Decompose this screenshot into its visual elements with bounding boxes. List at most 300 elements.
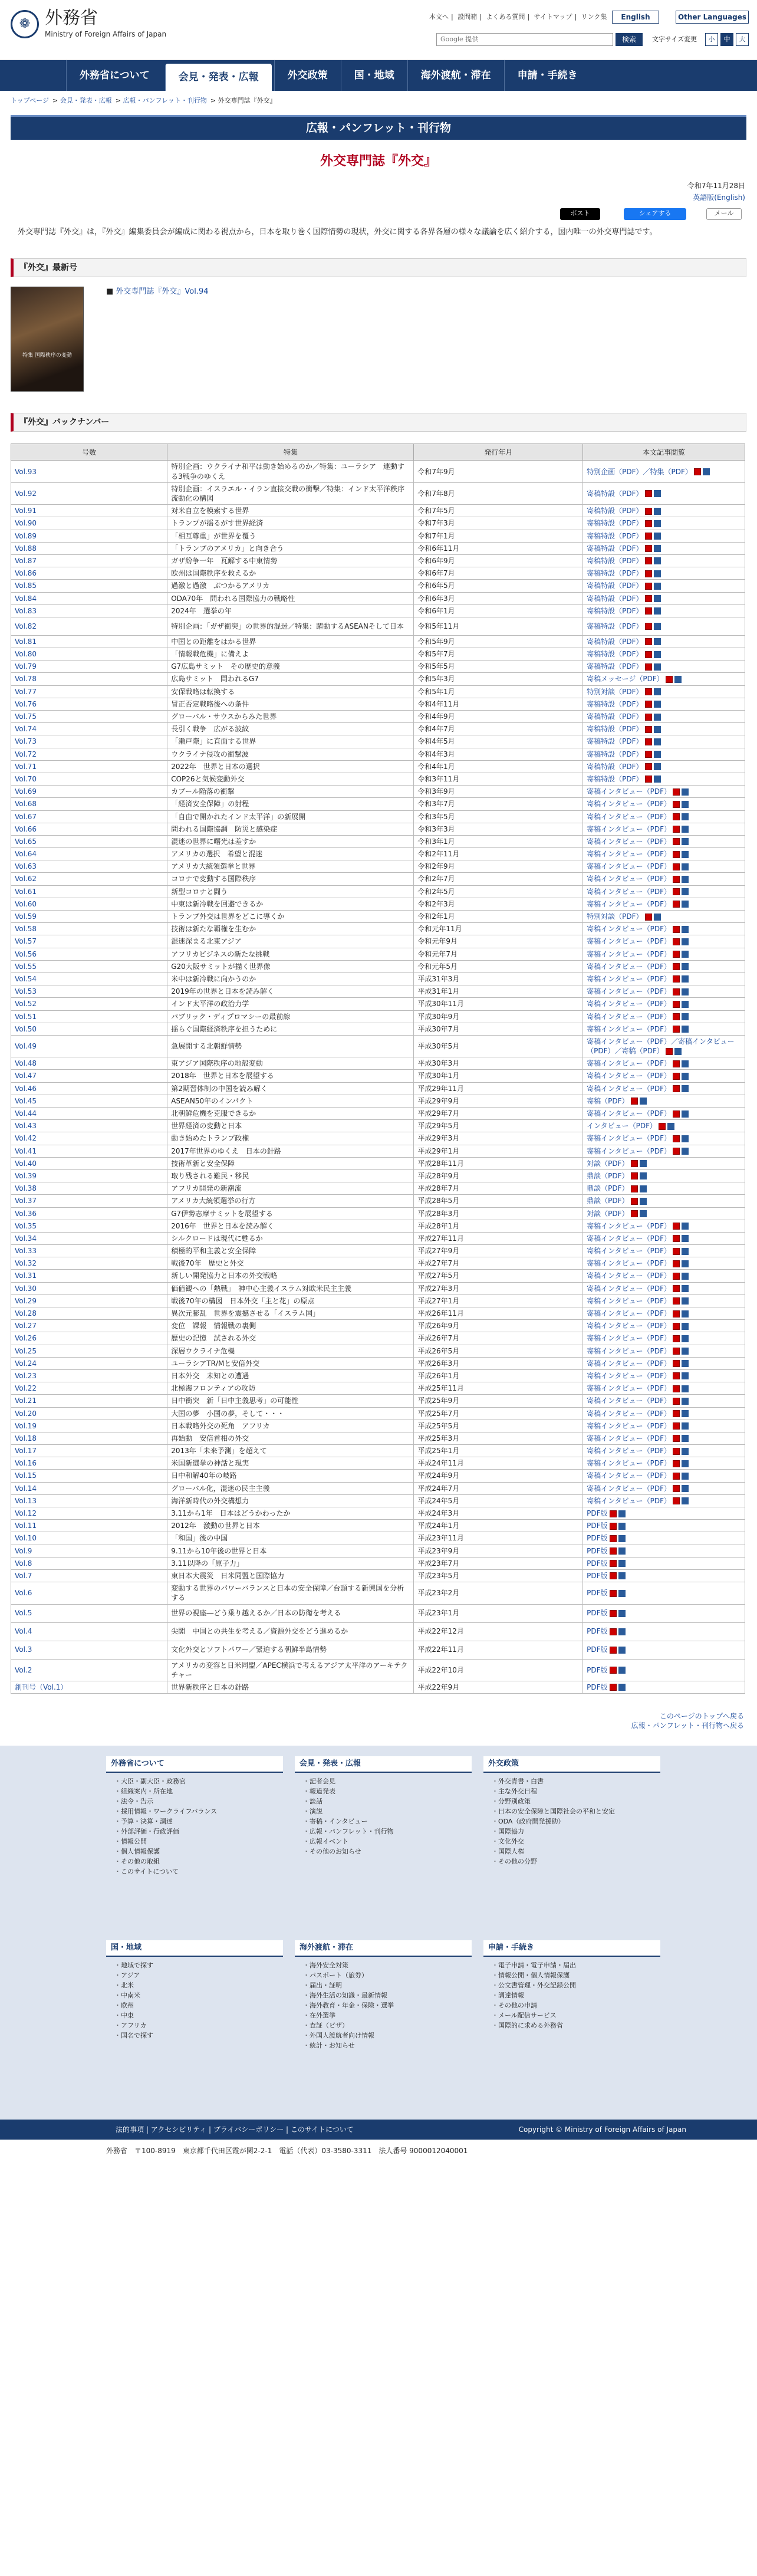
issue-link[interactable]: Vol.82 <box>15 622 37 630</box>
separator: | <box>574 13 577 21</box>
footer-link[interactable]: ・ 届出・証明 <box>303 1980 472 1990</box>
pdf-link[interactable]: 寄稿インタビュー（PDF） <box>587 1397 672 1405</box>
footer-link[interactable]: ・ アジア <box>114 1970 283 1980</box>
issue-link[interactable]: Vol.62 <box>15 875 37 883</box>
footer-link[interactable]: ・ 統計・お知らせ <box>303 2041 472 2051</box>
pdf-link[interactable]: 寄稿特設（PDF） <box>587 531 643 540</box>
footer-link[interactable]: ・ 記者会見 <box>303 1776 472 1786</box>
footer-link[interactable]: ・ 情報公開・個人情報保護 <box>492 1970 660 1980</box>
site-logo[interactable] <box>11 9 166 39</box>
issue-link[interactable]: Vol.30 <box>15 1284 37 1293</box>
issue-link[interactable]: Vol.58 <box>15 925 37 934</box>
footer-link[interactable]: ・ パスポート（旅券） <box>303 1970 472 1980</box>
footer-link[interactable]: ・ 中南米 <box>114 1990 283 2000</box>
pdf-link[interactable]: 寄稿インタビュー（PDF） <box>587 1309 672 1318</box>
pdf-link[interactable]: 特別企画（PDF）／特集（PDF） <box>587 467 692 476</box>
breadcrumb-link[interactable]: 広報・パンフレット・刊行物 <box>123 97 207 104</box>
pdf-link[interactable]: 寄稿（PDF） <box>587 1096 629 1105</box>
issue-link[interactable]: Vol.69 <box>15 787 37 796</box>
pdf-link[interactable]: 寄稿特設（PDF） <box>587 699 643 708</box>
footer-link[interactable]: ・ 北米 <box>114 1980 283 1990</box>
new-window-icon <box>682 1026 689 1033</box>
font-small-button[interactable]: 小 <box>705 33 718 46</box>
issue-link[interactable]: Vol.27 <box>15 1322 37 1330</box>
footer-link[interactable]: ・ 広報イベント <box>303 1836 472 1846</box>
issue-link[interactable]: Vol.47 <box>15 1072 37 1080</box>
font-large-button[interactable]: 大 <box>736 33 749 46</box>
pdf-link[interactable]: 特別対談（PDF） <box>587 912 643 921</box>
footer-link[interactable]: ・ 予算・決算・調達 <box>114 1816 283 1826</box>
issue-link[interactable]: Vol.2 <box>15 1665 32 1674</box>
pdf-link[interactable]: 寄稿インタビュー（PDF） <box>587 899 672 908</box>
pdf-link[interactable]: 寄稿インタビュー（PDF） <box>587 1259 672 1268</box>
footer-link[interactable]: ・ 中東 <box>114 2010 283 2020</box>
magazine-cover-image[interactable] <box>11 287 84 392</box>
pdf-link[interactable]: PDF版 <box>587 1609 608 1618</box>
issue-link[interactable]: Vol.28 <box>15 1309 37 1318</box>
pdf-link[interactable]: 寄稿インタビュー（PDF） <box>587 1496 672 1505</box>
footer-link[interactable]: ・ 組織案内・所在地 <box>114 1786 283 1796</box>
pdf-link[interactable]: 寄稿インタビュー（PDF） <box>587 1421 672 1430</box>
pdf-link[interactable]: 寄稿インタビュー（PDF） <box>587 1059 672 1068</box>
pdf-link[interactable]: 寄稿インタビュー（PDF） <box>587 962 672 971</box>
issue-link[interactable]: Vol.48 <box>15 1059 37 1068</box>
issue-link[interactable]: Vol.13 <box>15 1496 37 1505</box>
issue-link[interactable]: Vol.31 <box>15 1271 37 1280</box>
new-window-icon <box>682 888 689 895</box>
footer-link[interactable]: ・ 地域で探す <box>114 1960 283 1970</box>
footer-col-heading[interactable]: 国・地域 <box>106 1940 283 1957</box>
footer-link[interactable]: ・ 文化外交 <box>492 1836 660 1846</box>
pdf-link[interactable]: 寄稿インタビュー（PDF） <box>587 800 672 809</box>
issue-link[interactable]: Vol.41 <box>15 1146 37 1155</box>
issue-link[interactable]: Vol.24 <box>15 1359 37 1368</box>
english-button[interactable]: English <box>612 11 659 24</box>
pdf-link[interactable]: 寄稿インタビュー（PDF） <box>587 1134 672 1143</box>
backnumber-table <box>11 443 745 1694</box>
nav-policy[interactable]: 外交政策 <box>274 60 341 91</box>
pdf-link[interactable]: 寄稿インタビュー（PDF） <box>587 1234 672 1243</box>
issue-link[interactable]: Vol.88 <box>15 544 37 553</box>
pdf-link[interactable]: PDF版 <box>587 1627 608 1636</box>
issue-link[interactable]: Vol.3 <box>15 1645 32 1654</box>
issue-link[interactable]: Vol.57 <box>15 937 37 946</box>
pdf-link[interactable]: 対談（PDF） <box>587 1209 629 1218</box>
nav-press[interactable]: 会見・発表・広報 <box>165 64 272 91</box>
footer-col-heading[interactable]: 申請・手続き <box>483 1940 660 1957</box>
issue-link[interactable]: Vol.25 <box>15 1346 37 1355</box>
issue-link[interactable]: Vol.39 <box>15 1171 37 1180</box>
footer-col-heading[interactable]: 外交政策 <box>483 1756 660 1773</box>
about-site-link[interactable]: このサイトについて <box>290 2125 354 2134</box>
col-header: 本文記事閲覧 <box>583 444 745 461</box>
pdf-link[interactable]: 鼎談（PDF） <box>587 1197 629 1205</box>
pdf-link[interactable]: PDF版 <box>587 1571 608 1580</box>
issue-link[interactable]: Vol.56 <box>15 949 37 958</box>
x-post-button[interactable]: ポスト <box>560 208 600 220</box>
footer-link[interactable]: ・ 報道発表 <box>303 1786 472 1796</box>
pdf-link[interactable]: 寄稿特設（PDF） <box>587 544 643 553</box>
date-cell: 令和6年11月 <box>414 542 583 554</box>
footer-link[interactable]: ・ 外部評価・行政評価 <box>114 1826 283 1836</box>
pdf-link[interactable]: 寄稿特設（PDF） <box>587 581 643 590</box>
pdf-link[interactable]: 寄稿インタビュー（PDF） <box>587 1346 672 1355</box>
footer-link[interactable]: ・ 個人情報保護 <box>114 1846 283 1857</box>
issue-link[interactable]: Vol.64 <box>15 850 37 859</box>
issue-link[interactable]: Vol.38 <box>15 1184 37 1193</box>
issue-link[interactable]: Vol.7 <box>15 1571 32 1580</box>
footer-link[interactable]: ・ 分野別政策 <box>492 1796 660 1806</box>
pdf-link[interactable]: 寄稿インタビュー（PDF） <box>587 1296 672 1305</box>
pdf-link[interactable]: 寄稿特設（PDF） <box>587 737 643 746</box>
issue-link[interactable]: Vol.42 <box>15 1134 37 1143</box>
pdf-link[interactable]: 対談（PDF） <box>587 1159 629 1168</box>
privacy-link[interactable]: プライバシーポリシー <box>213 2125 284 2134</box>
pdf-link[interactable]: PDF版 <box>587 1645 608 1654</box>
footer-link[interactable]: ・ 演説 <box>303 1806 472 1816</box>
issue-link[interactable]: Vol.18 <box>15 1434 37 1443</box>
pdf-link[interactable]: 寄稿インタビュー（PDF） <box>587 812 672 821</box>
footer-link[interactable]: ・ 広報・パンフレット・刊行物 <box>303 1826 472 1836</box>
issue-link[interactable]: Vol.71 <box>15 762 37 771</box>
utility-link[interactable]: 設問箱 <box>458 13 478 21</box>
pdf-link[interactable]: 寄稿インタビュー（PDF） <box>587 949 672 958</box>
issue-link[interactable]: Vol.11 <box>15 1522 37 1530</box>
pdf-icon <box>645 557 652 564</box>
issue-link[interactable]: Vol.49 <box>15 1041 37 1050</box>
pdf-link[interactable]: 寄稿インタビュー（PDF） <box>587 1012 672 1021</box>
pdf-link[interactable]: 寄稿特設（PDF） <box>587 606 643 615</box>
issue-link[interactable]: Vol.33 <box>15 1247 37 1256</box>
pdf-link[interactable]: 寄稿インタビュー（PDF） <box>587 1221 672 1230</box>
date-cell: 令和6年1月 <box>414 604 583 617</box>
pdf-link[interactable]: 寄稿特設（PDF） <box>587 489 643 498</box>
utility-link[interactable]: リンク集 <box>581 13 607 21</box>
footer-link[interactable]: ・ 法令・告示 <box>114 1796 283 1806</box>
issue-link[interactable]: Vol.84 <box>15 594 37 603</box>
date-cell: 令和7年3月 <box>414 517 583 530</box>
pdf-link[interactable]: 寄稿特設（PDF） <box>587 774 643 783</box>
issue-link[interactable]: Vol.17 <box>15 1447 37 1455</box>
issue-link[interactable]: Vol.14 <box>15 1484 37 1493</box>
feature-cell: 戦後70年の構図 日本外交「主と花」の原点 <box>167 1294 414 1307</box>
pdf-icon <box>673 1323 680 1330</box>
issue-link[interactable]: 創刊号（Vol.1） <box>15 1683 68 1691</box>
pdf-link[interactable]: 寄稿インタビュー（PDF） <box>587 1271 672 1280</box>
pdf-link[interactable]: PDF版 <box>587 1559 608 1568</box>
footer-link[interactable]: ・ その他のお知らせ <box>303 1846 472 1857</box>
pdf-link[interactable]: 寄稿インタビュー（PDF） <box>587 1146 672 1155</box>
breadcrumb-link[interactable]: 会見・発表・広報 <box>60 97 112 104</box>
issue-link[interactable]: Vol.37 <box>15 1197 37 1205</box>
emblem-icon: ❁ <box>11 10 39 38</box>
utility-link[interactable]: 本文へ <box>429 13 449 21</box>
issue-link[interactable]: Vol.51 <box>15 1012 37 1021</box>
issue-link[interactable]: Vol.6 <box>15 1589 32 1598</box>
footer-link[interactable]: ・ その他の取組 <box>114 1857 283 1867</box>
footer-link[interactable]: ・ 寄稿・インタビュー <box>303 1816 472 1826</box>
footer-link[interactable]: ・ 日本の安全保障と国際社会の平和と安定 <box>492 1806 660 1816</box>
pdf-link[interactable]: インタビュー（PDF） <box>587 1122 657 1131</box>
issue-link[interactable]: Vol.83 <box>15 606 37 615</box>
pdf-link[interactable]: PDF版 <box>587 1589 608 1598</box>
pdf-link[interactable]: 寄稿インタビュー（PDF） <box>587 1384 672 1393</box>
issue-link[interactable]: Vol.29 <box>15 1296 37 1305</box>
footer-link[interactable]: ・ 国際人権 <box>492 1846 660 1857</box>
footer-link[interactable]: ・ アフリカ <box>114 2020 283 2030</box>
issue-link[interactable]: Vol.70 <box>15 774 37 783</box>
pdf-link[interactable]: 寄稿インタビュー（PDF） <box>587 1247 672 1256</box>
issue-link[interactable]: Vol.36 <box>15 1209 37 1218</box>
footer-link[interactable]: ・ 情報公開 <box>114 1836 283 1846</box>
footer-link[interactable]: ・ 主な外交日程 <box>492 1786 660 1796</box>
pdf-link[interactable]: 寄稿特設（PDF） <box>587 712 643 721</box>
pdf-link[interactable]: 寄稿インタビュー（PDF） <box>587 1072 672 1080</box>
footer-col-heading[interactable]: 会見・発表・広報 <box>295 1756 472 1773</box>
footer-link[interactable]: ・ 公文書管理・外交記録公開 <box>492 1980 660 1990</box>
legal-link[interactable]: 法的事項 <box>116 2125 144 2134</box>
accessibility-link[interactable]: アクセシビリティ <box>150 2125 207 2134</box>
pdf-link[interactable]: 寄稿特設（PDF） <box>587 507 643 515</box>
pdf-link[interactable]: 寄稿インタビュー（PDF） <box>587 1284 672 1293</box>
issue-link[interactable]: Vol.10 <box>15 1534 37 1543</box>
issue-link[interactable]: Vol.73 <box>15 737 37 746</box>
issue-link[interactable]: Vol.44 <box>15 1109 37 1118</box>
issue-link[interactable]: Vol.12 <box>15 1509 37 1518</box>
issue-link[interactable]: Vol.46 <box>15 1084 37 1093</box>
issue-link[interactable]: Vol.81 <box>15 637 37 646</box>
pdf-link[interactable]: 寄稿インタビュー（PDF） <box>587 887 672 896</box>
pdf-link[interactable]: 寄稿インタビュー（PDF） <box>587 787 672 796</box>
pdf-icon <box>645 663 652 671</box>
issue-link[interactable]: Vol.20 <box>15 1409 37 1418</box>
pdf-link[interactable]: 寄稿インタビュー（PDF） <box>587 1000 672 1008</box>
utility-link[interactable]: サイトマップ <box>534 13 572 21</box>
issue-link[interactable]: Vol.65 <box>15 837 37 846</box>
pdf-link[interactable]: 寄稿インタビュー（PDF） <box>587 862 672 871</box>
date-cell: 令和3年3月 <box>414 823 583 835</box>
facebook-share-button[interactable]: シェアする <box>624 208 686 220</box>
footer-link[interactable]: ・ その他の申請 <box>492 2000 660 2010</box>
issue-link[interactable]: Vol.90 <box>15 519 37 528</box>
issue-link[interactable]: Vol.87 <box>15 556 37 565</box>
issue-link[interactable]: Vol.32 <box>15 1259 37 1268</box>
issue-link[interactable]: Vol.26 <box>15 1334 37 1343</box>
pdf-link[interactable]: 寄稿特設（PDF） <box>587 519 643 528</box>
issue-link[interactable]: Vol.77 <box>15 687 37 696</box>
pdf-link[interactable]: 特別対談（PDF） <box>587 687 643 696</box>
footer-link[interactable]: ・ 大臣・副大臣・政務官 <box>114 1776 283 1786</box>
pdf-icon <box>645 583 652 590</box>
issue-link[interactable]: Vol.67 <box>15 812 37 821</box>
new-window-icon <box>703 468 710 475</box>
pdf-link[interactable]: 寄稿インタビュー（PDF） <box>587 875 672 883</box>
issue-link[interactable]: Vol.79 <box>15 662 37 671</box>
footer-link[interactable]: ・ 海外安全対策 <box>303 1960 472 1970</box>
pdf-link[interactable]: 鼎談（PDF） <box>587 1184 629 1193</box>
issue-link[interactable]: Vol.35 <box>15 1221 37 1230</box>
date-cell: 令和元年7月 <box>414 948 583 960</box>
footer-link[interactable]: ・ 国名で探す <box>114 2030 283 2041</box>
footer-link[interactable]: ・ 談話 <box>303 1796 472 1806</box>
pdf-link[interactable]: 寄稿インタビュー（PDF） <box>587 824 672 833</box>
pdf-link[interactable]: 寄稿インタビュー（PDF） <box>587 1434 672 1443</box>
footer-link[interactable]: ・ このサイトについて <box>114 1867 283 1877</box>
pdf-link[interactable]: PDF版 <box>587 1534 608 1543</box>
issue-link[interactable]: Vol.9 <box>15 1546 32 1555</box>
font-medium-button[interactable]: 中 <box>720 33 733 46</box>
issue-link[interactable]: Vol.43 <box>15 1122 37 1131</box>
nav-region[interactable]: 国・地域 <box>341 60 407 91</box>
footer-col-heading[interactable]: 海外渡航・滞在 <box>295 1940 472 1957</box>
footer-link[interactable]: ・ メール配信サービス <box>492 2010 660 2020</box>
pdf-link[interactable]: 寄稿インタビュー（PDF） <box>587 1024 672 1033</box>
issue-link[interactable]: Vol.76 <box>15 699 37 708</box>
footer-link[interactable]: ・ 海外生活の知識・最新情報 <box>303 1990 472 2000</box>
footer-link[interactable]: ・ 電子申請・電子申請・届出 <box>492 1960 660 1970</box>
issue-link[interactable]: Vol.74 <box>15 725 37 734</box>
footer-link[interactable]: ・ 外交青書・白書 <box>492 1776 660 1786</box>
table-row <box>11 1604 745 1622</box>
issue-link[interactable]: Vol.40 <box>15 1159 37 1168</box>
pdf-link[interactable]: 寄稿特設（PDF） <box>587 622 643 630</box>
pdf-link[interactable]: 寄稿インタビュー（PDF） <box>587 1484 672 1493</box>
nav-travel[interactable]: 海外渡航・滞在 <box>407 60 504 91</box>
mail-button[interactable]: メール <box>706 208 742 220</box>
pdf-link[interactable]: PDF版 <box>587 1546 608 1555</box>
issue-link[interactable]: Vol.89 <box>15 531 37 540</box>
pdf-link[interactable]: 寄稿特設（PDF） <box>587 569 643 578</box>
nav-application[interactable]: 申請・手続き <box>504 60 591 91</box>
issue-link[interactable]: Vol.23 <box>15 1371 37 1380</box>
issue-link[interactable]: Vol.60 <box>15 899 37 908</box>
footer-link[interactable]: ・ 調達情報 <box>492 1990 660 2000</box>
footer-link[interactable]: ・ 欧州 <box>114 2000 283 2010</box>
issue-link[interactable]: Vol.66 <box>15 824 37 833</box>
issue-link[interactable]: Vol.4 <box>15 1627 32 1636</box>
issue-link[interactable]: Vol.53 <box>15 987 37 996</box>
issue-link[interactable]: Vol.8 <box>15 1559 32 1568</box>
pdf-link[interactable]: 寄稿インタビュー（PDF）／寄稿インタビュー（PDF）／寄稿（PDF） <box>587 1037 735 1056</box>
search-input[interactable]: Google 提供 <box>436 33 613 46</box>
issue-link[interactable]: Vol.78 <box>15 675 37 684</box>
footer-col-heading[interactable]: 外務省について <box>106 1756 283 1773</box>
pdf-link[interactable]: 寄稿インタビュー（PDF） <box>587 1447 672 1455</box>
pdf-link[interactable]: 寄稿インタビュー（PDF） <box>587 987 672 996</box>
pdf-link[interactable]: 寄稿インタビュー（PDF） <box>587 1334 672 1343</box>
pdf-link[interactable]: 寄稿インタビュー（PDF） <box>587 1459 672 1468</box>
pdf-link[interactable]: PDF版 <box>587 1522 608 1530</box>
table-row <box>11 810 745 823</box>
issue-link[interactable]: Vol.16 <box>15 1459 37 1468</box>
footer-link[interactable]: ・ 在外選挙 <box>303 2010 472 2020</box>
pdf-link[interactable]: 寄稿特設（PDF） <box>587 556 643 565</box>
pdf-link[interactable]: 鼎談（PDF） <box>587 1171 629 1180</box>
pdf-link[interactable]: 寄稿特設（PDF） <box>587 725 643 734</box>
footer-link[interactable]: ・ 外国人渡航者向け情報 <box>303 2030 472 2041</box>
share-bar <box>0 202 757 224</box>
pdf-link[interactable]: 寄稿インタビュー（PDF） <box>587 837 672 846</box>
pdf-link[interactable]: 寄稿インタビュー（PDF） <box>587 925 672 934</box>
footer-link[interactable]: ・ 国際協力 <box>492 1826 660 1836</box>
footer-link[interactable]: ・ 査証（ビザ） <box>303 2020 472 2030</box>
pdf-link[interactable]: 寄稿インタビュー（PDF） <box>587 850 672 859</box>
issue-link[interactable]: Vol.15 <box>15 1471 37 1480</box>
issue-link[interactable]: Vol.61 <box>15 887 37 896</box>
pdf-link[interactable]: 寄稿特設（PDF） <box>587 662 643 671</box>
issue-link[interactable]: Vol.80 <box>15 650 37 659</box>
breadcrumb: トップページ > 会見・発表・広報 > 広報・パンフレット・刊行物 > 外交専門誌『外交』 <box>11 97 277 104</box>
search-button[interactable]: 検索 <box>616 33 643 46</box>
issue-link[interactable]: Vol.93 <box>15 467 37 476</box>
issue-link[interactable]: Vol.92 <box>15 489 37 498</box>
pdf-link[interactable]: 寄稿メッセージ（PDF） <box>587 675 664 684</box>
pdf-link[interactable]: PDF版 <box>587 1665 608 1674</box>
issue-link[interactable]: Vol.19 <box>15 1421 37 1430</box>
other-languages-button[interactable]: Other Languages <box>676 11 749 24</box>
nav-about[interactable]: 外務省について <box>66 60 163 91</box>
issue-link[interactable]: Vol.91 <box>15 507 37 515</box>
table-row <box>11 898 745 910</box>
latest-issue-link[interactable]: 外交専門誌『外交』Vol.94 <box>116 287 209 297</box>
pdf-link[interactable]: PDF版 <box>587 1509 608 1518</box>
pdf-link[interactable]: 寄稿特設（PDF） <box>587 637 643 646</box>
pdf-link[interactable]: 寄稿インタビュー（PDF） <box>587 1409 672 1418</box>
issue-link[interactable]: Vol.59 <box>15 912 37 921</box>
utility-link[interactable]: よくある質問 <box>486 13 525 21</box>
english-version-link[interactable]: 英語版(English) <box>693 193 745 202</box>
pdf-link[interactable]: 寄稿インタビュー（PDF） <box>587 1322 672 1330</box>
pdf-link[interactable]: 寄稿インタビュー（PDF） <box>587 937 672 946</box>
issue-link[interactable]: Vol.45 <box>15 1096 37 1105</box>
feature-cell: 戦後70年 歴史と外交 <box>167 1257 414 1270</box>
breadcrumb-link[interactable]: トップページ <box>11 97 50 104</box>
issue-link[interactable]: Vol.50 <box>15 1024 37 1033</box>
footer-link[interactable]: ・ ODA（政府開発援助） <box>492 1816 660 1826</box>
issue-link[interactable]: Vol.86 <box>15 569 37 578</box>
footer-link[interactable]: ・ 採用情報・ワークライフバランス <box>114 1806 283 1816</box>
back-to-section-link[interactable]: 広報・パンフレット・刊行物へ戻る <box>631 1721 744 1730</box>
issue-link[interactable]: Vol.75 <box>15 712 37 721</box>
footer-link[interactable]: ・ その他の分野 <box>492 1857 660 1867</box>
footer-link[interactable]: ・ 国際的に求める外務省 <box>492 2020 660 2030</box>
issue-link[interactable]: Vol.52 <box>15 1000 37 1008</box>
issue-link[interactable]: Vol.63 <box>15 862 37 871</box>
issue-link[interactable]: Vol.85 <box>15 581 37 590</box>
pdf-link[interactable]: 寄稿インタビュー（PDF） <box>587 974 672 983</box>
pdf-link[interactable]: 寄稿特設（PDF） <box>587 762 643 771</box>
pdf-link[interactable]: 寄稿特設（PDF） <box>587 750 643 758</box>
issue-link[interactable]: Vol.68 <box>15 800 37 809</box>
pdf-link[interactable]: PDF版 <box>587 1683 608 1691</box>
issue-link[interactable]: Vol.54 <box>15 974 37 983</box>
issue-link[interactable]: Vol.55 <box>15 962 37 971</box>
issue-link[interactable]: Vol.22 <box>15 1384 37 1393</box>
footer-link[interactable]: ・ 海外教育・年金・保険・選挙 <box>303 2000 472 2010</box>
pdf-link[interactable]: 寄稿特設（PDF） <box>587 594 643 603</box>
issue-link[interactable]: Vol.34 <box>15 1234 37 1243</box>
issue-link[interactable]: Vol.5 <box>15 1609 32 1618</box>
issue-link[interactable]: Vol.21 <box>15 1397 37 1405</box>
pdf-link[interactable]: 寄稿インタビュー（PDF） <box>587 1109 672 1118</box>
pdf-link[interactable]: 寄稿特設（PDF） <box>587 650 643 659</box>
pdf-link[interactable]: 寄稿インタビュー（PDF） <box>587 1084 672 1093</box>
pdf-link[interactable]: 寄稿インタビュー（PDF） <box>587 1359 672 1368</box>
issue-link[interactable]: Vol.72 <box>15 750 37 758</box>
back-to-top-link[interactable]: このページのトップへ戻る <box>659 1712 744 1721</box>
pdf-link[interactable]: 寄稿インタビュー（PDF） <box>587 1371 672 1380</box>
pdf-link[interactable]: 寄稿インタビュー（PDF） <box>587 1471 672 1480</box>
